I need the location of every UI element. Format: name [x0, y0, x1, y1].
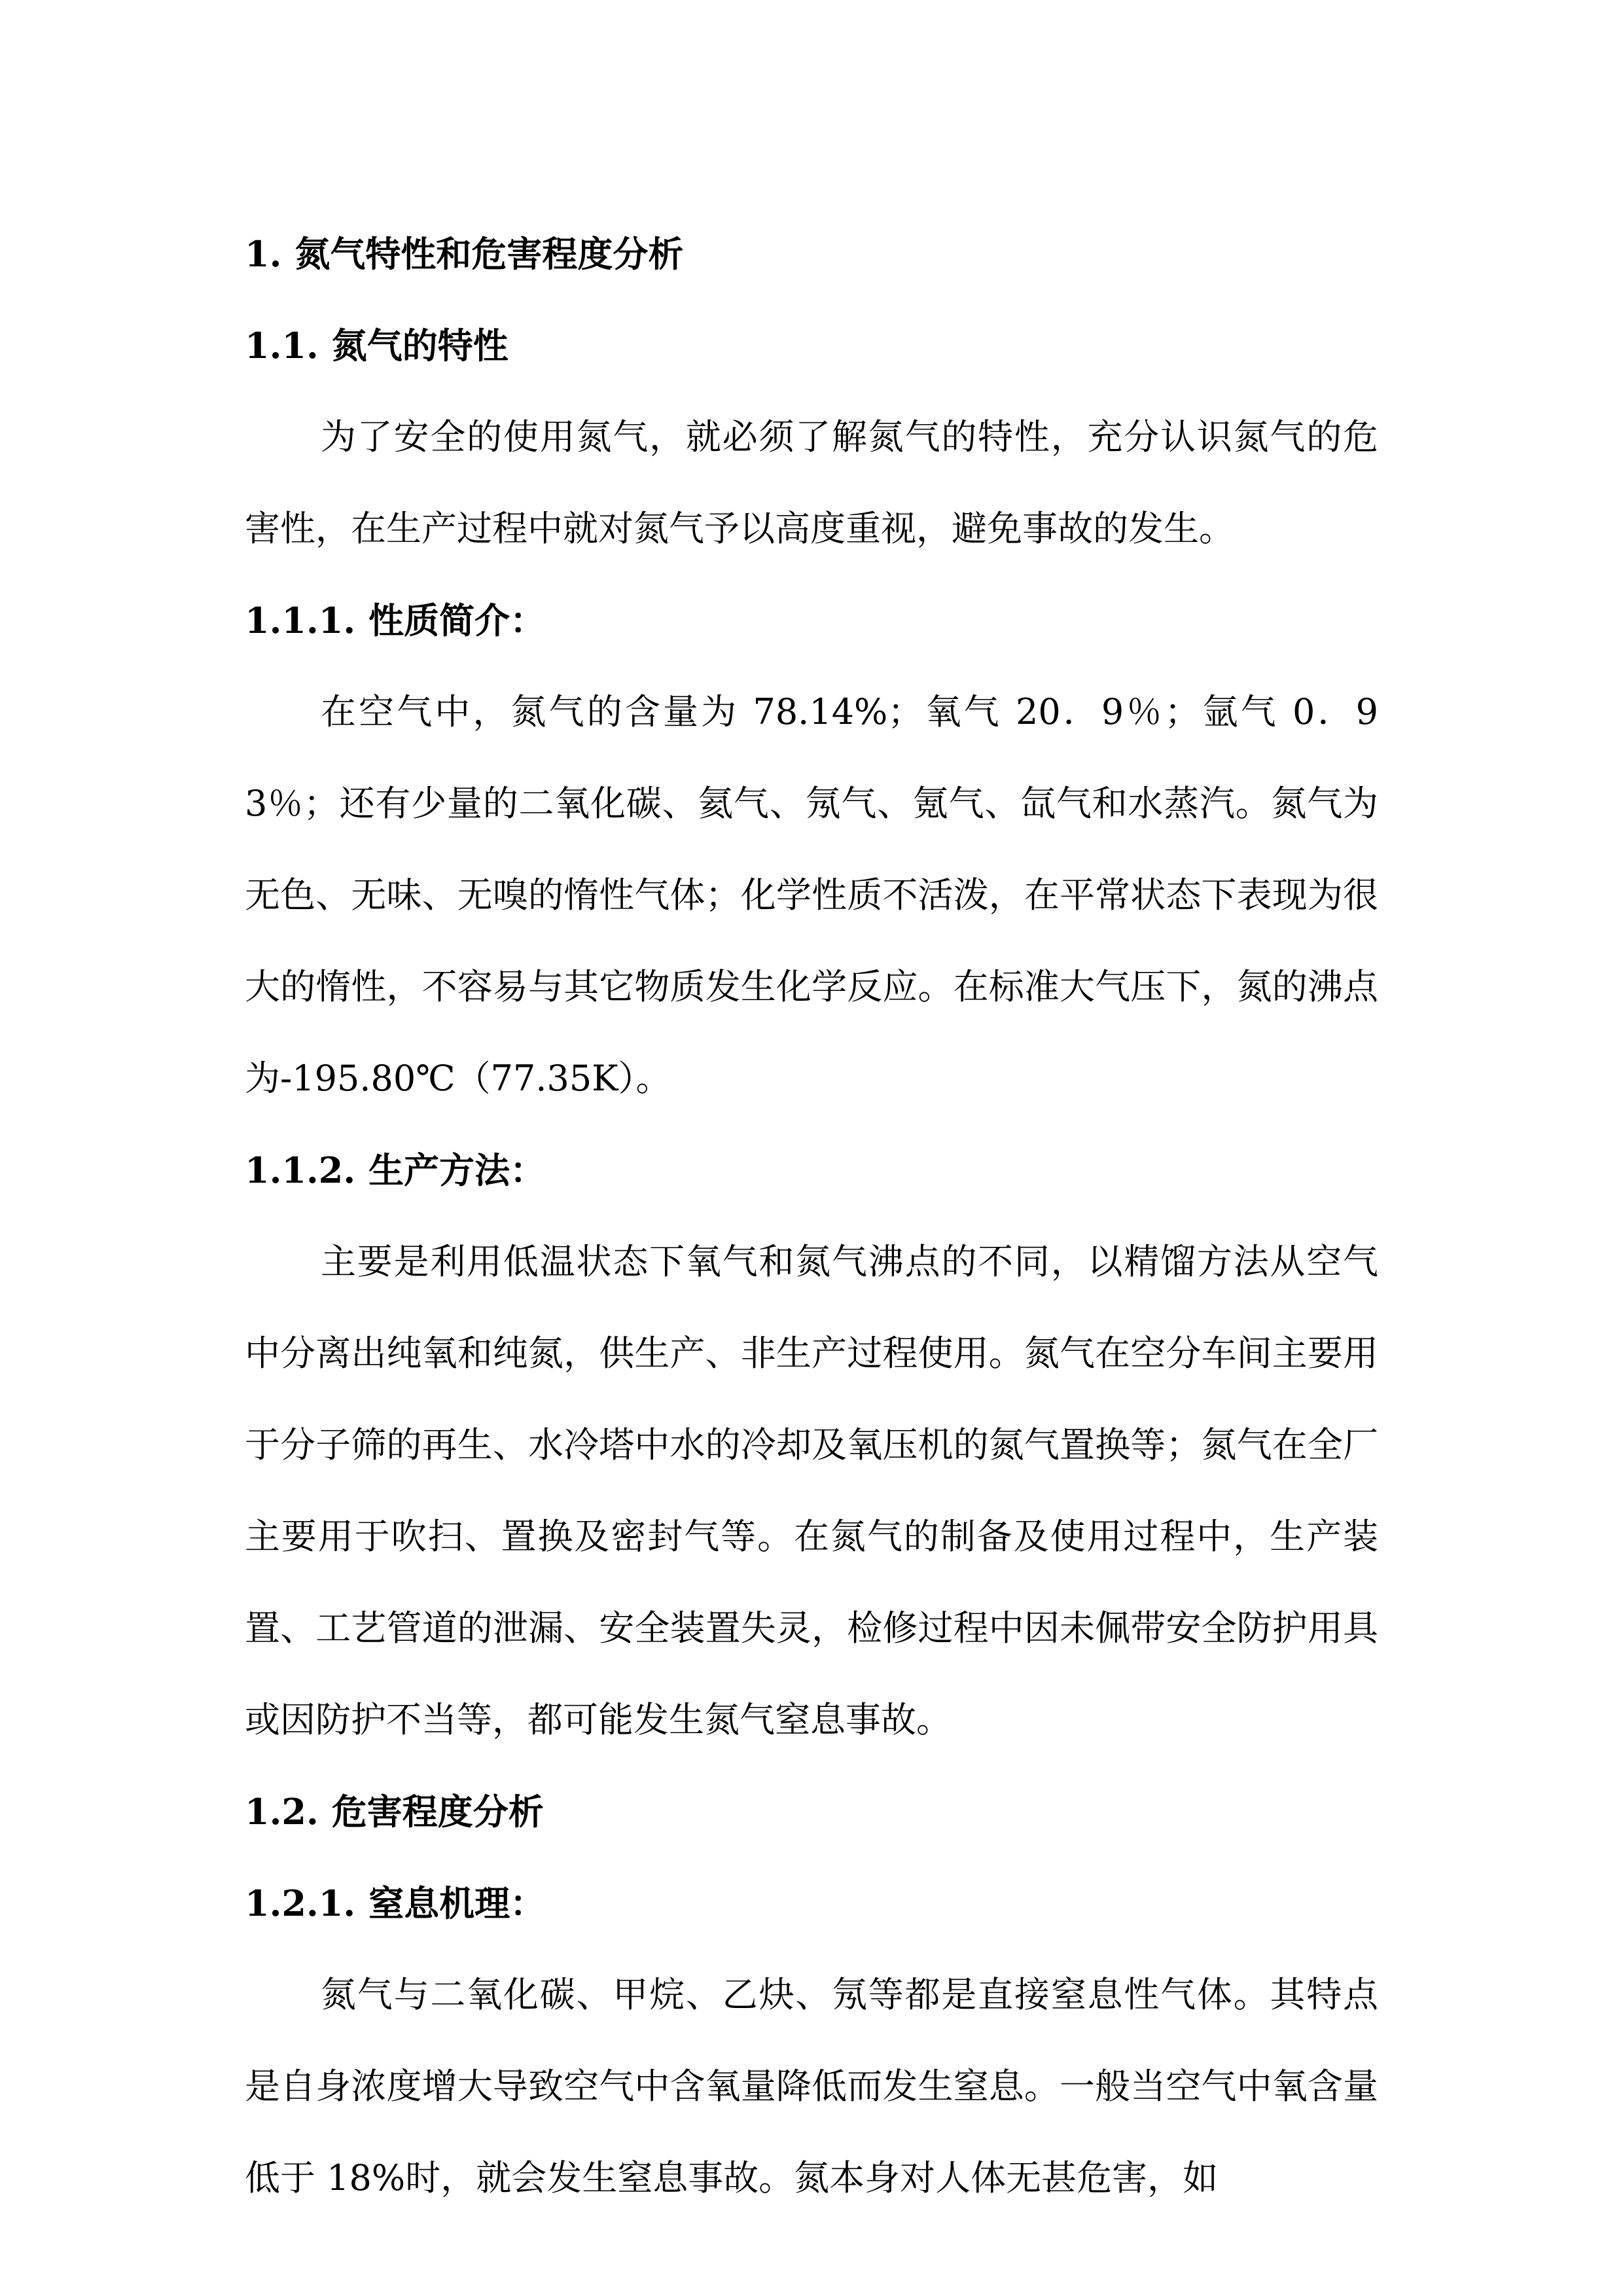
document-body	[245, 208, 1378, 2224]
section-heading-1-1-2	[245, 1124, 1378, 1216]
section-heading-1-2-1	[245, 1857, 1378, 1949]
section-number: 1.2.	[245, 1791, 319, 1833]
paragraph-intro: 为了安全的使用氮气，就必须了解氮气的特性，充分认识氮气的危害性，在生产过程中就对氮气予以高度重视，避免事故的发生。	[245, 416, 1378, 549]
section-heading-1-1	[245, 300, 1378, 391]
section-heading-1-2	[245, 1766, 1378, 1857]
section-number: 1.1.	[245, 325, 319, 367]
paragraph-properties: 在空气中，氮气的含量为 78.14%；氧气 20．9％；氩气 0．93％；还有少量的二氧化碳、氦气、氖气、氪气、氙气和水蒸汽。氮气为无色、无味、无嗅的惰性气体；化学性质不活泼，在平常状态下表现为很大的惰性，不容易与其它物质发生化学反应。在标准大气压下，氮的沸点为-195.80℃（77.35K）。	[245, 691, 1378, 1099]
section-number: 1.1.1.	[245, 600, 356, 641]
section-number: 1.	[245, 233, 282, 275]
section-heading-1-1-1	[245, 575, 1378, 666]
section-title: 危害程度分析	[331, 1791, 544, 1833]
section-title: 氮气特性和危害程度分析	[294, 233, 684, 275]
paragraph-production: 主要是利用低温状态下氧气和氮气沸点的不同，以精馏方法从空气中分离出纯氧和纯氮，供生产、非生产过程使用。氮气在空分车间主要用于分子筛的再生、水冷塔中水的冷却及氧压机的氮气置换等；氮气在全厂主要用于吹扫、置换及密封气等。在氮气的制备及使用过程中，生产装置、工艺管道的泄漏、安全装置失灵，检修过程中因未佩带安全防护用具或因防护不当等，都可能发生氮气窒息事故。	[245, 1241, 1378, 1740]
paragraph-asphyxia: 氮气与二氧化碳、甲烷、乙炔、氖等都是直接窒息性气体。其特点是自身浓度增大导致空气中含氧量降低而发生窒息。一般当空气中氧含量低于 18%时，就会发生窒息事故。氮本身对人体无甚危害，如	[245, 1974, 1378, 2198]
section-number: 1.2.1.	[245, 1882, 356, 1924]
section-heading-1	[245, 208, 1378, 300]
section-title: 窒息机理：	[368, 1882, 546, 1924]
section-title: 氮气的特性	[331, 325, 508, 367]
section-number: 1.1.2.	[245, 1149, 356, 1191]
section-title: 性质简介：	[368, 600, 546, 641]
section-title: 生产方法：	[368, 1149, 546, 1191]
